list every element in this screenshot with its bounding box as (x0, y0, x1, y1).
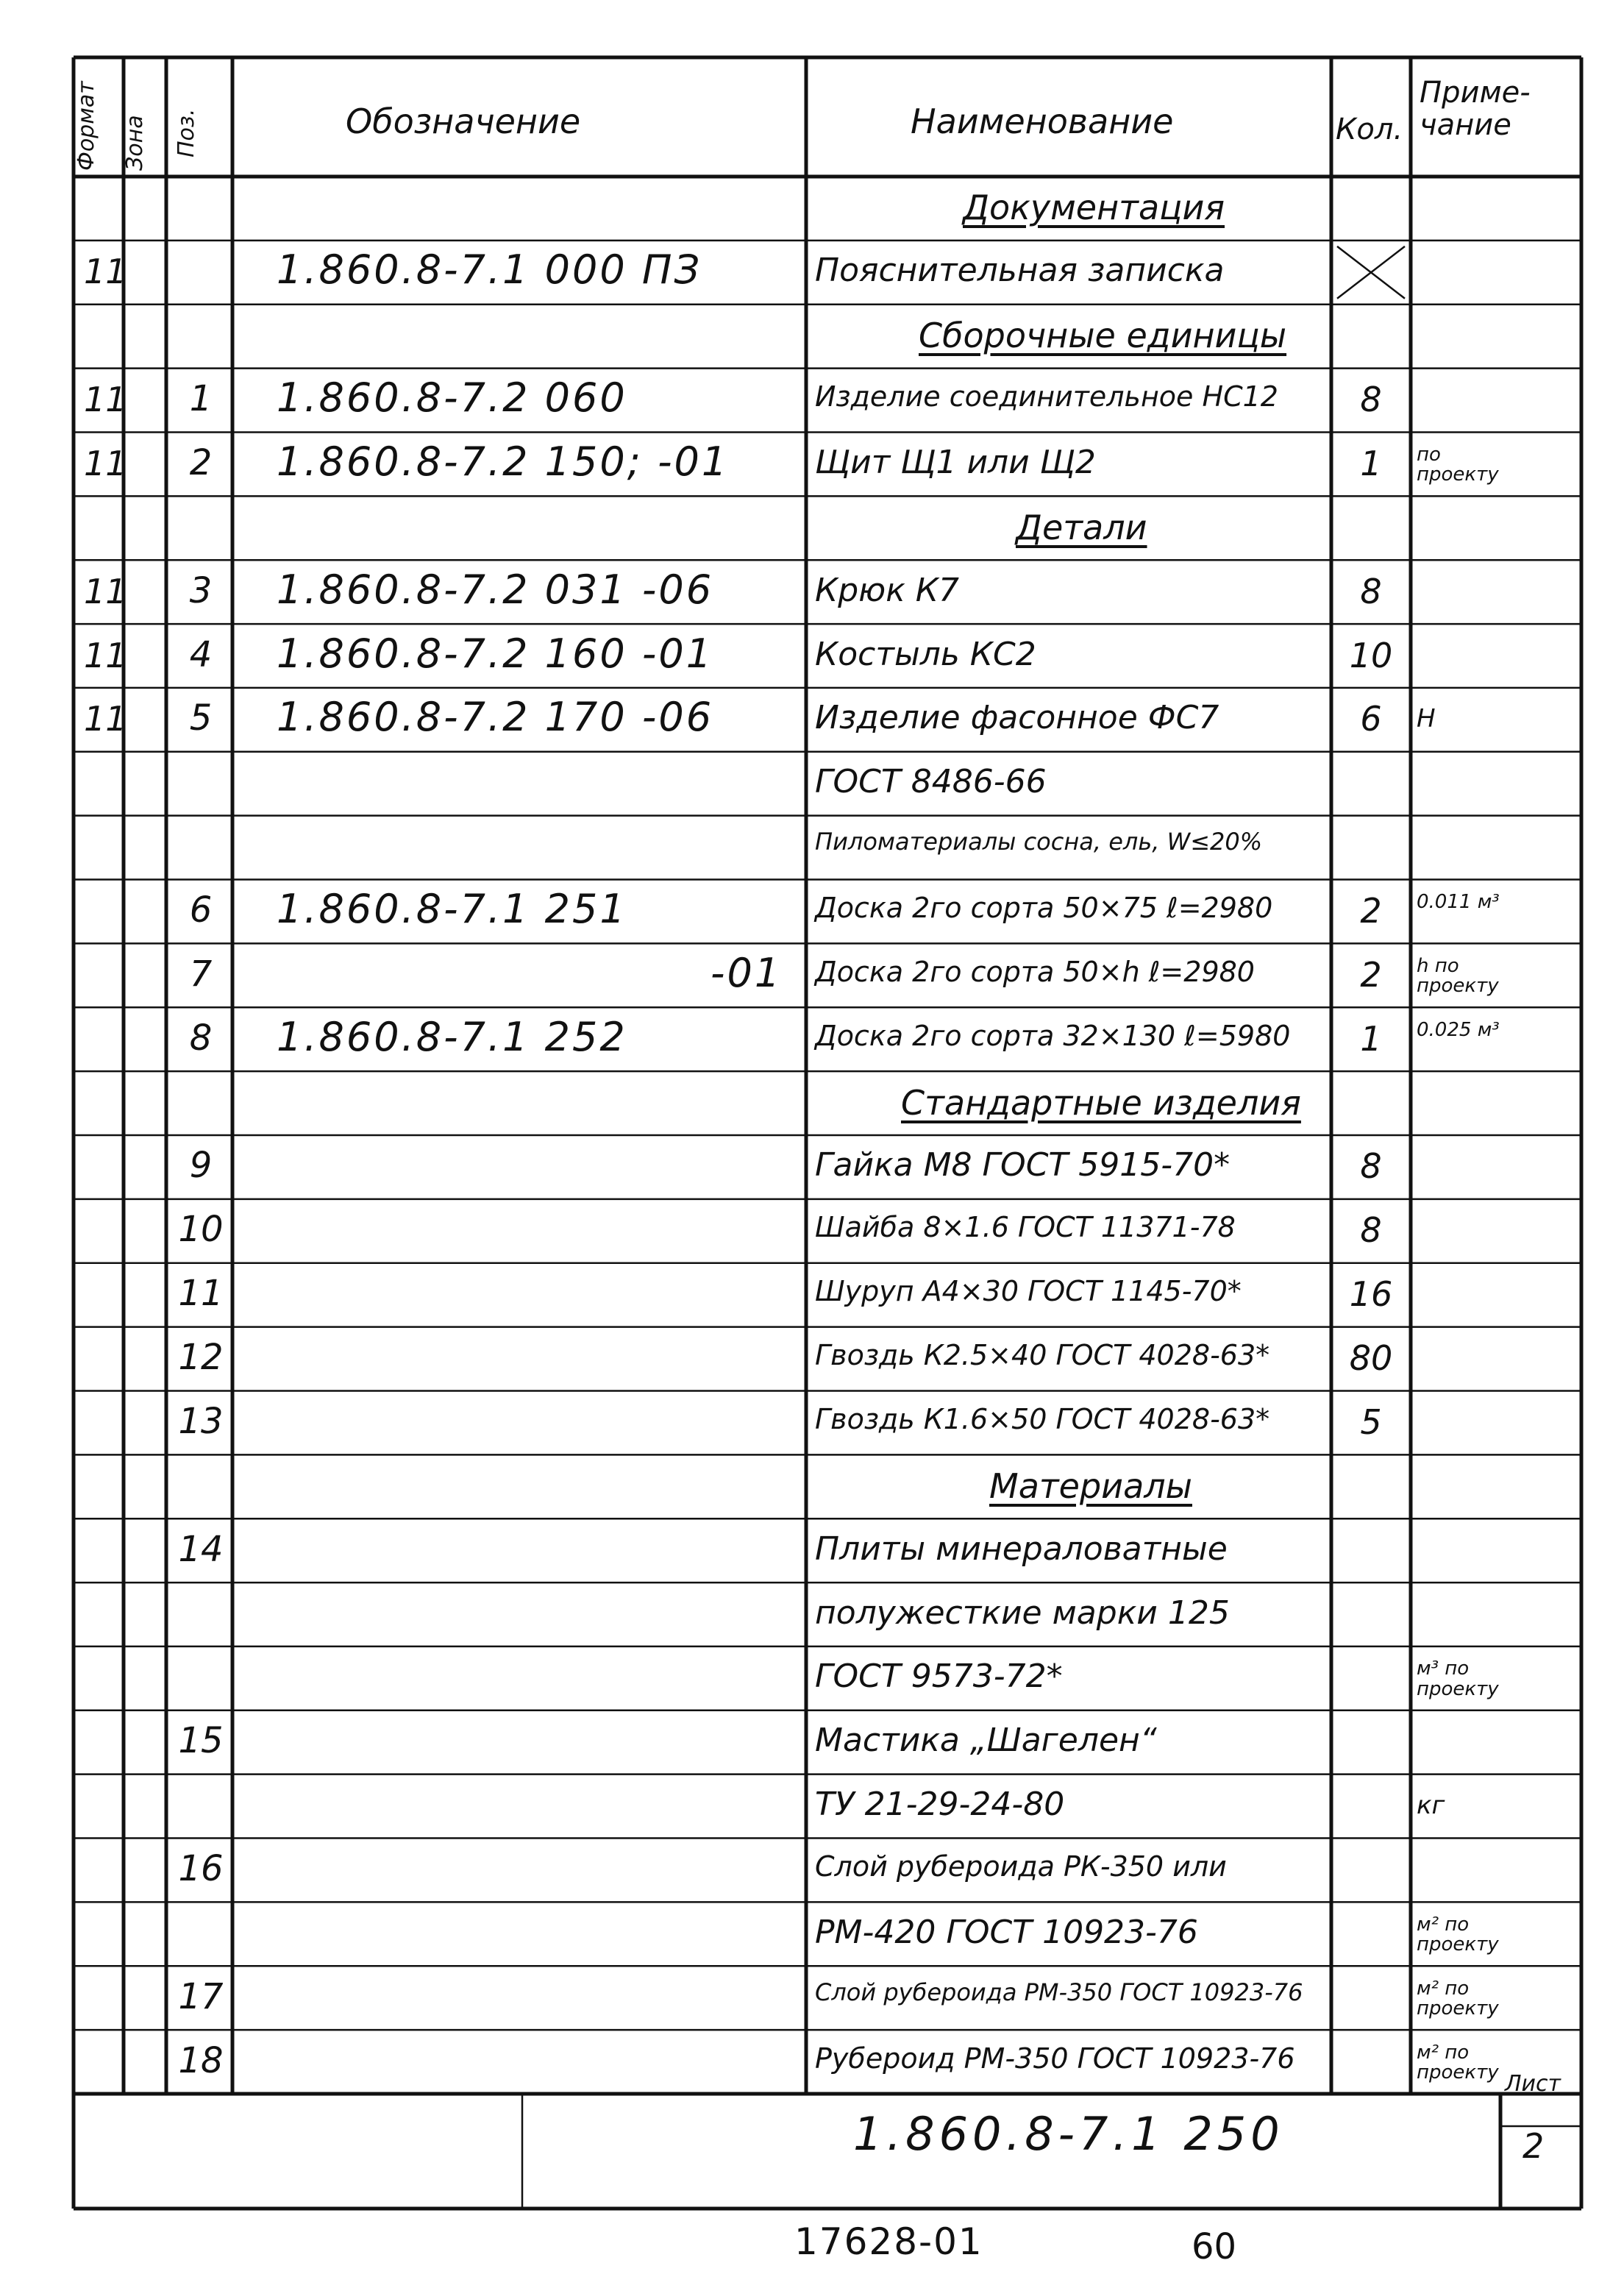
row-note: м² по проекту (1417, 1977, 1499, 2020)
row-position: 10 (178, 1209, 224, 1251)
row-qty: 6 (1360, 699, 1382, 739)
row-qty: 16 (1349, 1274, 1393, 1315)
row-position: 4 (189, 633, 213, 675)
row-qty: 8 (1360, 380, 1382, 420)
row-position: 3 (189, 569, 213, 611)
sheet-label: Лист (1505, 2071, 1561, 2097)
row-position: 12 (178, 1337, 224, 1379)
row-name: Пиломатериалы сосна, ель, W≤20% (815, 828, 1263, 856)
row-name: ГОСТ 8486-66 (815, 763, 1047, 801)
row-qty: 1 (1360, 1018, 1382, 1059)
row-note: кг (1417, 1791, 1445, 1821)
row-position: 7 (189, 953, 213, 995)
row-note: м² по проекту (1417, 2041, 1499, 2084)
row-designation: 1.860.8-7.2 031 -06 (277, 566, 714, 613)
row-note: 0.011 м³ (1417, 890, 1500, 913)
row-position: 16 (178, 1847, 224, 1889)
header-pos: Поз. (174, 108, 199, 157)
row-qty: 5 (1360, 1402, 1382, 1442)
row-position: 11 (178, 1273, 224, 1315)
row-note: по проекту (1417, 443, 1499, 486)
header-designation: Обозначение (346, 102, 581, 141)
row-designation: 1.860.8-7.1 251 (277, 885, 627, 932)
row-format: 11 (84, 443, 127, 483)
row-position: 1 (189, 378, 213, 420)
row-format: 11 (84, 252, 127, 292)
row-designation: 1.860.8-7.2 170 -06 (277, 694, 714, 741)
header-name: Наименование (911, 102, 1174, 141)
row-format: 11 (84, 380, 127, 420)
row-position: 9 (189, 1145, 213, 1187)
row-qty: 1 (1360, 443, 1382, 483)
header-zone: Зона (122, 115, 148, 171)
header-format: Формат (74, 81, 99, 171)
row-name: Костыль КС2 (815, 635, 1036, 673)
row-designation: 1.860.8-7.2 060 (277, 374, 627, 422)
row-note: м³ по проекту (1417, 1658, 1499, 1700)
row-qty: 8 (1360, 1146, 1382, 1187)
row-name: Крюк К7 (815, 571, 960, 609)
row-note: Н (1417, 704, 1436, 734)
section-heading: Детали (1016, 507, 1147, 547)
row-position: 15 (178, 1720, 224, 1762)
row-name: полужесткие марки 125 (815, 1594, 1230, 1632)
row-note: м² по проекту (1417, 1913, 1499, 1956)
row-name: Шуруп А4×30 ГОСТ 1145-70* (815, 1275, 1242, 1308)
archive-number: 17628-01 (794, 2220, 983, 2263)
row-name: Гвоздь К2.5×40 ГОСТ 4028-63* (815, 1339, 1270, 1372)
row-qty: 10 (1349, 635, 1393, 675)
row-format: 11 (84, 699, 127, 739)
row-position: 14 (178, 1528, 224, 1570)
header-qty: Кол. (1336, 113, 1403, 146)
row-name: Плиты минераловатные (815, 1530, 1228, 1568)
section-heading: Документация (963, 188, 1225, 228)
row-qty: 80 (1349, 1338, 1393, 1379)
row-name: Шайба 8×1.6 ГОСТ 11371-78 (815, 1211, 1236, 1244)
row-position: 8 (189, 1017, 213, 1059)
row-position: 6 (189, 889, 213, 931)
row-name: ТУ 21-29-24-80 (815, 1786, 1065, 1824)
row-format: 11 (84, 635, 127, 675)
row-name: Гайка М8 ГОСТ 5915-70* (815, 1146, 1231, 1184)
row-designation: 1.860.8-7.2 150; -01 (277, 438, 730, 485)
row-name: Рубероид РМ-350 ГОСТ 10923-76 (815, 2042, 1295, 2075)
row-name: Изделие соединительное НС12 (815, 380, 1278, 413)
row-name: РМ-420 ГОСТ 10923-76 (815, 1913, 1198, 1951)
row-designation: 1.860.8-7.2 160 -01 (277, 630, 714, 677)
row-name: Щит Щ1 или Щ2 (815, 443, 1096, 481)
row-name: Мастика „Шагелен“ (815, 1722, 1157, 1760)
row-qty: 2 (1360, 890, 1382, 931)
section-heading: Стандартные изделия (901, 1082, 1301, 1123)
row-position: 5 (189, 697, 213, 739)
row-name: Пояснительная записка (815, 252, 1225, 290)
row-name: Слой рубероида РК-350 или (815, 1850, 1227, 1883)
row-name: Слой рубероида РМ-350 ГОСТ 10923-76 (815, 1978, 1303, 2006)
row-name: Изделие фасонное ФС7 (815, 699, 1219, 737)
row-position: 18 (178, 2039, 224, 2081)
row-name: ГОСТ 9573-72* (815, 1658, 1063, 1696)
row-name: Доска 2го сорта 32×130 ℓ=5980 (815, 1019, 1291, 1052)
row-designation: 1.860.8-7.1 000 ПЗ (277, 246, 702, 294)
section-heading: Сборочные единицы (919, 316, 1287, 356)
row-qty: 8 (1360, 571, 1382, 611)
sheet-number: 2 (1522, 2126, 1545, 2166)
header-note: Приме-чание (1420, 76, 1531, 142)
row-name: Гвоздь К1.6×50 ГОСТ 4028-63* (815, 1402, 1270, 1435)
row-position: 17 (178, 1975, 224, 2017)
row-name: Доска 2го сорта 50×h ℓ=2980 (815, 955, 1255, 988)
row-note: 0.025 м³ (1417, 1018, 1500, 1041)
page-number: 60 (1192, 2226, 1237, 2267)
row-qty: 2 (1360, 954, 1382, 995)
row-designation: 1.860.8-7.1 252 (277, 1013, 627, 1060)
row-format: 11 (84, 571, 127, 611)
row-position: 13 (178, 1400, 224, 1442)
row-position: 2 (189, 441, 213, 483)
row-name: Доска 2го сорта 50×75 ℓ=2980 (815, 891, 1273, 924)
doc-code: 1.860.8-7.1 250 (853, 2107, 1284, 2161)
row-note: h по проекту (1417, 954, 1499, 998)
section-heading: Материалы (989, 1466, 1192, 1506)
row-designation: -01 (710, 949, 783, 996)
row-qty: 8 (1360, 1210, 1382, 1251)
